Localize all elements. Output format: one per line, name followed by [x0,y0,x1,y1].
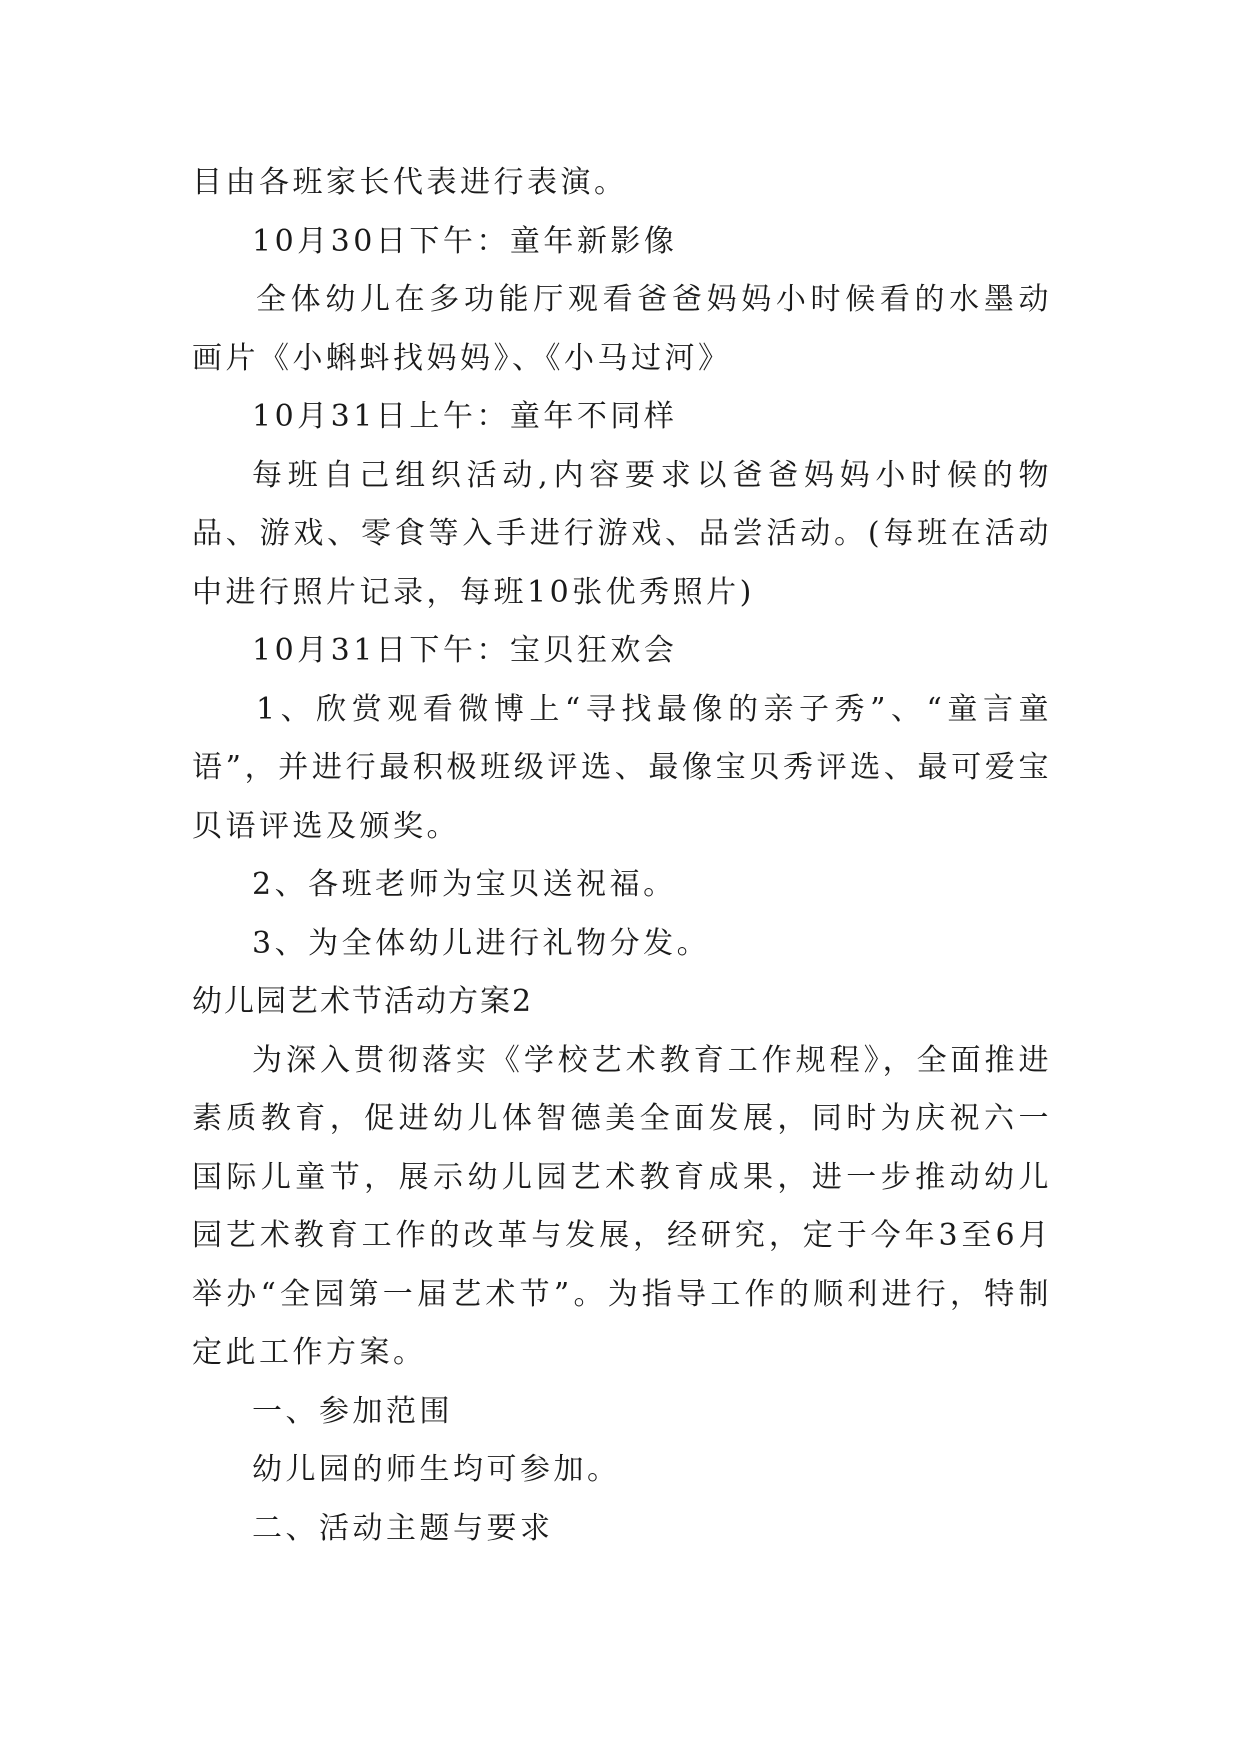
heading-theme-requirements: 二、活动主题与要求 [252,1510,554,1546]
list-item-1: 1、欣赏观看微博上“寻找最像的亲子秀”、“童言童语”，并进行最积极班级评选、最像宝贝秀评选、最可爱宝贝语评选及颁奖。 [192,691,1052,844]
schedule-heading-oct31-morning: 10月31日上午：童年不同样 [252,399,678,434]
heading-participation-scope: 一、参加范围 [252,1393,453,1429]
paragraph-cartoon-viewing: 全体幼儿在多功能厅观看爸爸妈妈小时候看的水墨动画片《小蝌蚪找妈妈》、《小马过河》 [192,282,1052,376]
paragraph-plan-intro: 为深入贯彻落实《学校艺术教育工作规程》，全面推进素质教育，促进幼儿体智德美全面发展，同时为庆祝六一国际儿童节，展示幼儿园艺术教育成果，进一步推动幼儿园艺术教育工作的改革与发展，经研究，定于今年3至6月举办“全园第一届艺术节”。为指导工作的顺利进行，特制定此工作方案。 [192,1042,1052,1370]
schedule-heading-oct31-afternoon: 10月31日下午：宝贝狂欢会 [252,633,678,668]
document-body [192,154,1052,1558]
paragraph-class-activities: 每班自己组织活动,内容要求以爸爸妈妈小时候的物品、游戏、零食等入手进行游戏、品尝活动。(每班在活动中进行照片记录，每班10张优秀照片) [192,457,1052,610]
list-item-2: 2、各班老师为宝贝送祝福。 [252,867,677,902]
section-title-plan-2: 幼儿园艺术节活动方案2 [192,984,534,1019]
schedule-heading-oct30-afternoon: 10月30日下午：童年新影像 [252,223,678,259]
paragraph-participants: 幼儿园的师生均可参加。 [252,1452,621,1487]
list-item-3: 3、为全体幼儿进行礼物分发。 [252,925,711,961]
paragraph-performance-note: 目由各班家长代表进行表演。 [192,165,628,200]
